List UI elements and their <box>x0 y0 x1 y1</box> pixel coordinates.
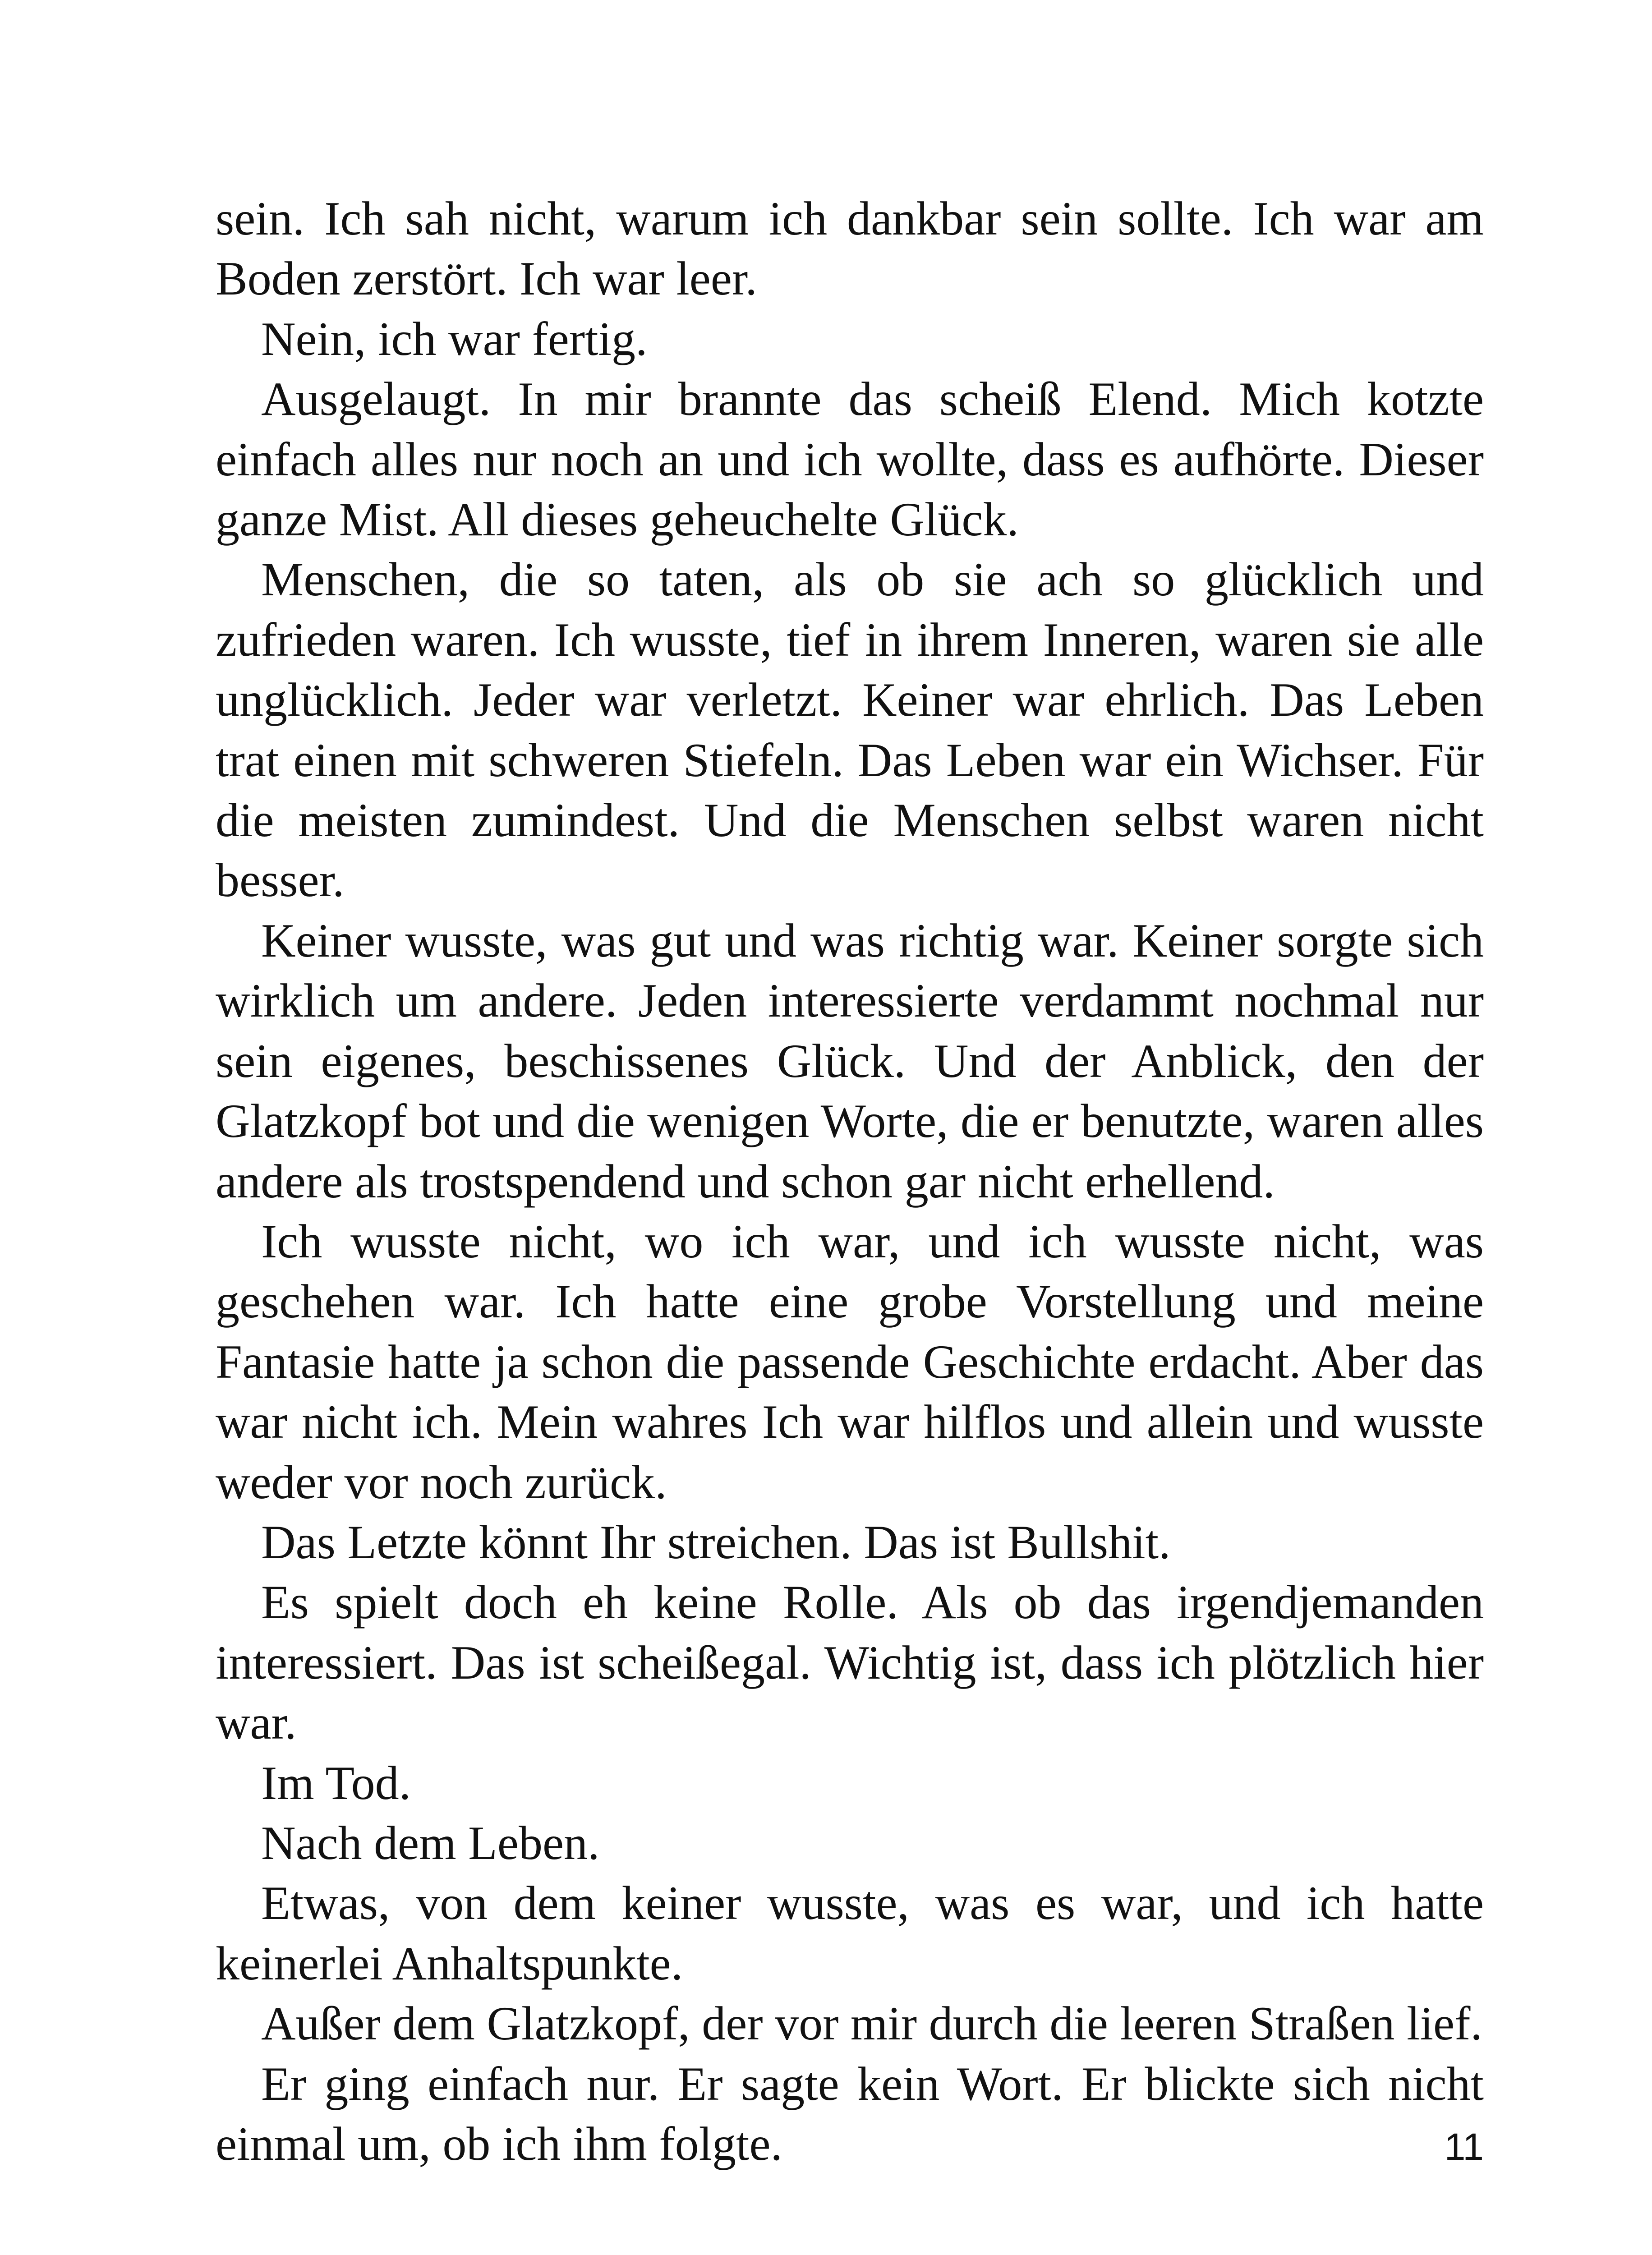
page-number: 11 <box>1444 2126 1484 2168</box>
paragraph-7: Das Letzte könnt Ihr streichen. Das ist Bullshit. <box>261 1515 1171 1569</box>
paragraph-11: Etwas, von dem keiner wusste, was es war, und ich hatte keinerlei Anhaltspunkte. <box>216 1877 1484 1990</box>
paragraph-9: Im Tod. <box>261 1756 411 1809</box>
paragraph-10: Nach dem Leben. <box>261 1816 600 1869</box>
paragraph-1: sein. Ich sah nicht, warum ich dankbar sein sollte. Ich war am Boden zerstört. Ich war leer. <box>216 192 1484 305</box>
paragraph-8: Es spielt doch eh keine Rolle. Als ob das irgendjemanden interessiert. Das ist scheißegal. Wichtig ist, dass ich plötzlich hier war. <box>216 1576 1484 1749</box>
paragraph-4: Menschen, die so taten, als ob sie ach so glücklich und zufrieden waren. Ich wusste, tief in ihrem Inneren, waren sie alle unglücklich. Jeder war verletzt. Keiner war ehrlich. Das Leben trat einen mit schweren Stiefeln. Das Leben war ein Wichser. Für die meisten zumindest. Und die Menschen selbst waren nicht besser. <box>216 553 1484 907</box>
paragraph-5: Keiner wusste, was gut und was richtig war. Keiner sorgte sich wirklich um andere. Jeden interessierte verdammt nochmal nur sein eigenes, beschissenes Glück. Und der Anblick, den der Glatzkopf bot und die wenigen Worte, die er benutzte, waren alles andere als trostspendend und schon gar nicht erhellend. <box>216 914 1484 1208</box>
paragraph-3: Ausgelaugt. In mir brannte das scheiß Elend. Mich kotzte einfach alles nur noch an und ich wollte, dass es aufhörte. Dieser ganze Mist. All dieses geheuchelte Glück. <box>216 373 1484 546</box>
paragraph-13: Er ging einfach nur. Er sagte kein Wort. Er blickte sich nicht einmal um, ob ich ihm folgte. <box>216 2057 1484 2170</box>
body-text <box>216 189 1484 2174</box>
paragraph-6: Ich wusste nicht, wo ich war, und ich wusste nicht, was geschehen war. Ich hatte eine grobe Vorstellung und meine Fantasie hatte ja schon die passende Geschichte erdacht. Aber das war nicht ich. Mein wahres Ich war hilflos und allein und wusste weder vor noch zurück. <box>216 1215 1484 1509</box>
paragraph-12: Außer dem Glatzkopf, der vor mir durch die leeren Straßen lief. <box>261 1997 1482 2050</box>
paragraph-2: Nein, ich war fertig. <box>261 312 648 365</box>
